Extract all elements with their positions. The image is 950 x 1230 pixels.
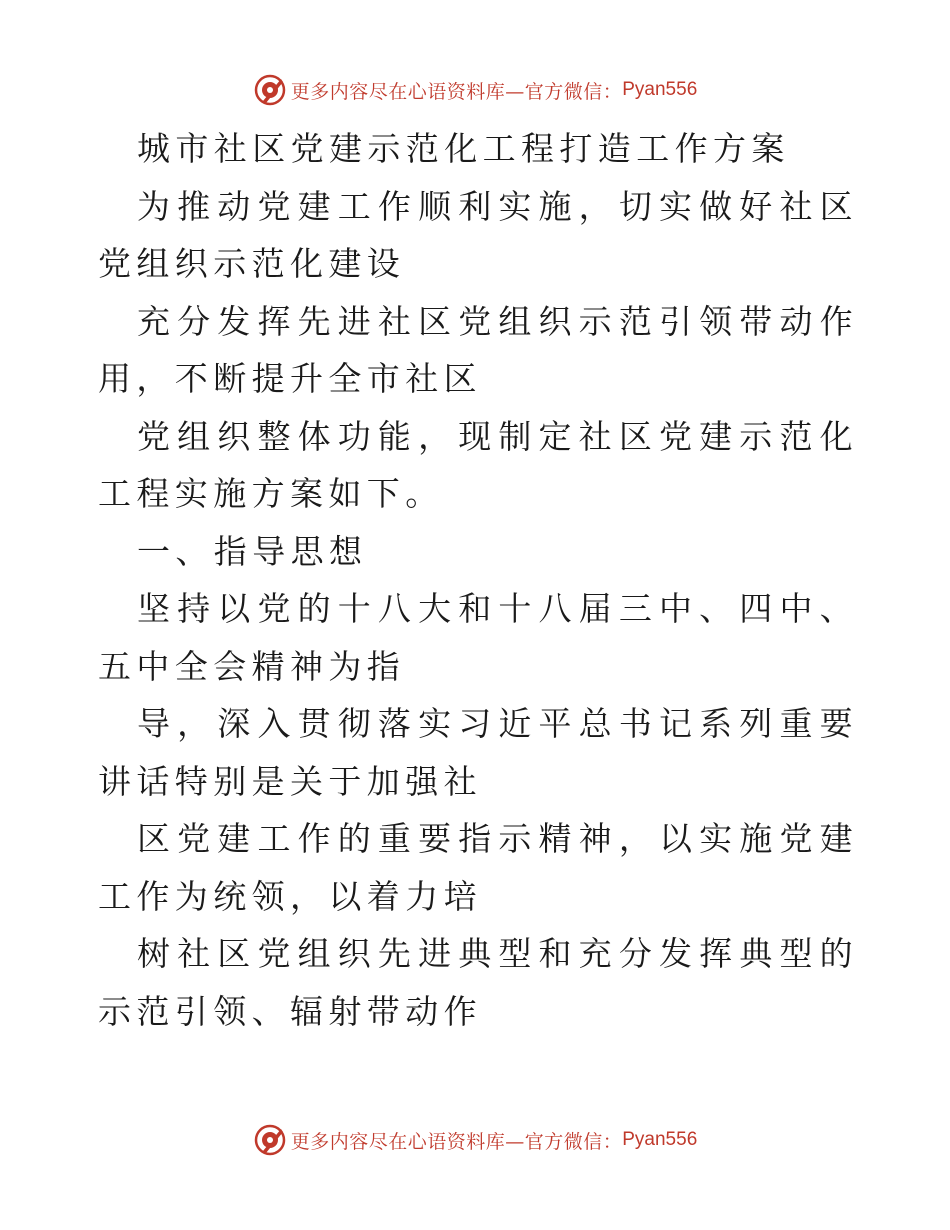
quill-seal-icon [253,1123,287,1157]
document-title: 城市社区党建示范化工程打造工作方案 [137,129,790,168]
paragraph: 树社区党组织先进典型和充分发挥典型的示范引领、辐射带动作 [98,934,858,1031]
paragraph: 区党建工作的重要指示精神，以实施党建工作为统领，以着力培 [98,819,858,916]
watermark-text: 更多内容尽在心语资料库—官方微信： [290,1130,623,1153]
paragraph: 为推动党建工作顺利实施，切实做好社区党组织示范化建设 [98,186,858,283]
watermark-wechat-id: Pyan556 [622,1129,698,1150]
watermark-text: 更多内容尽在心语资料库—官方微信： [290,80,623,103]
header-watermark [0,70,950,110]
watermark-wechat-id: Pyan556 [622,79,698,100]
document-body [98,120,858,1040]
paragraph: 充分发挥先进社区党组织示范引领带动作用，不断提升全市社区 [98,301,858,398]
footer-watermark [0,1120,950,1160]
paragraph: 坚持以党的十八大和十八届三中、四中、五中全会精神为指 [98,589,858,686]
section-heading: 一、指导思想 [137,531,368,571]
paragraph: 导，深入贯彻落实习近平总书记系列重要讲话特别是关于加强社 [98,704,858,801]
quill-seal-icon [253,73,287,107]
paragraph: 党组织整体功能，现制定社区党建示范化工程实施方案如下。 [98,416,858,513]
